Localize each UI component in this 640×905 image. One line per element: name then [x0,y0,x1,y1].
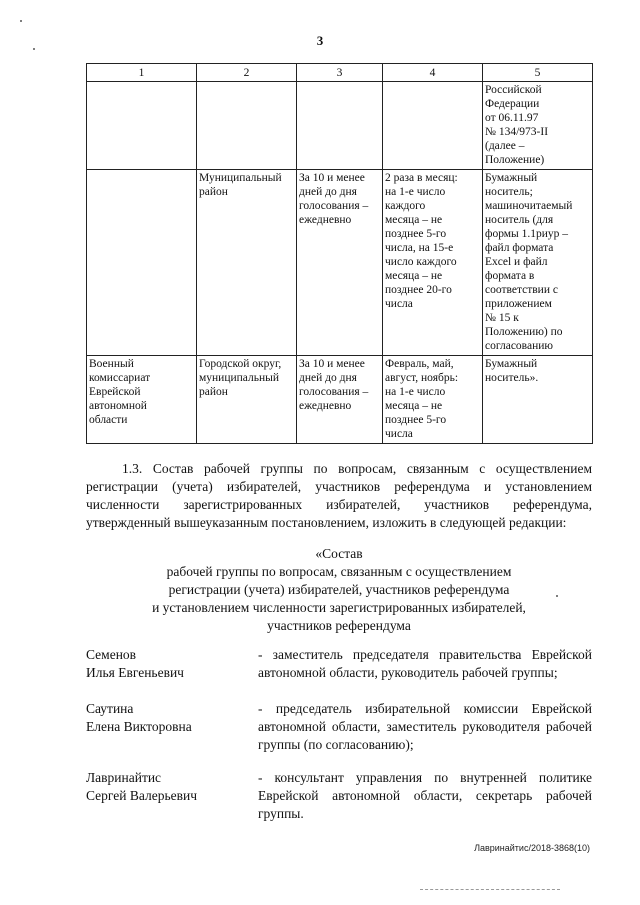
table-header-cell: 1 [87,64,197,82]
table-cell [483,356,593,444]
cell-line: числа [385,298,413,310]
document-code: Лавринайтис/2018-3868(10) [474,843,590,853]
cell-line: № 15 к [485,312,519,324]
cell-line: голосования – [299,200,369,212]
cell-line: муниципальный [199,372,280,384]
cell-line: согласованию [485,340,553,352]
cell-line: позднее 5-го [385,414,447,426]
cell-line: август, ноябрь: [385,372,459,384]
table-cell [297,356,383,444]
member-role: - председатель избирательной комиссии Еврейской автономной области, заместитель руководителя рабочей группы (по согласованию); [258,701,592,752]
title-line: участников референдума [267,618,411,633]
table-header-cell: 2 [197,64,297,82]
table-cell [197,356,297,444]
cell-line: позднее 5-го [385,228,447,240]
cell-line: формата в [485,270,535,282]
table-cell [383,356,483,444]
member-surname: Лавринайтис [86,770,162,785]
table-row [87,356,593,444]
working-group-title [86,545,592,635]
cell-line: комиссариат [89,372,151,384]
table-cell [87,170,197,356]
cell-line: голосования – [299,386,369,398]
table-header-cell: 5 [483,64,593,82]
cell-line: За 10 и менее [299,172,365,184]
table-cell [87,82,197,170]
cell-line: Бумажный [485,358,538,370]
cell-line: Еврейской [89,386,141,398]
member-surname: Саутина [86,701,134,716]
paragraph-1-3: 1.3. Состав рабочей группы по вопросам, связанным с осуществлением регистрации (учета) избирателей, участников референдума и установлением численности зарегистрированных избирателей, участников референдума, утвержденный вышеуказанным постановлением, изложить в следующей редакции: [86,461,592,530]
cell-line: файл формата [485,242,554,254]
schedule-table [86,63,593,444]
cell-line: Федерации [485,98,540,110]
cell-line: на 1-е число [385,186,446,198]
cell-line: район [199,386,228,398]
table-cell [383,82,483,170]
scan-speck [20,20,22,22]
member-role: - заместитель председателя правительства Еврейской автономной области, руководитель рабочей группы; [258,647,592,680]
title-line: и установлением численности зарегистрированных избирателей, [152,600,526,615]
cell-line: 2 раза в месяц: [385,172,458,184]
table-cell [483,170,593,356]
cell-line: Положению) по [485,326,563,338]
cell-line: позднее 20-го [385,284,452,296]
member-given-name: Елена Викторовна [86,719,192,734]
cell-line: месяца – не [385,400,443,412]
table-header-cell: 3 [297,64,383,82]
table-cell [197,170,297,356]
cell-line: Муниципальный [199,172,282,184]
cell-line: носитель; [485,186,533,198]
table-header-cell: 4 [383,64,483,82]
table-header-row [87,64,593,82]
cell-line: от 06.11.97 [485,112,539,124]
member-role: - консультант управления по внутренней политике Еврейской автономной области, секретарь рабочей группы. [258,770,592,821]
table-cell [197,82,297,170]
page-number: 3 [316,33,324,48]
member-surname: Семенов [86,647,137,662]
cell-line: носитель (для [485,214,554,226]
cell-line: Российской [485,84,542,96]
title-line: рабочей группы по вопросам, связанным с осуществлением [166,564,512,579]
member-given-name: Илья Евгеньевич [86,665,184,680]
member-name [86,646,246,682]
cell-line: числа, на 15-е [385,242,454,254]
cell-line: Бумажный [485,172,538,184]
scan-speck [556,595,558,597]
cell-line: приложением [485,298,552,310]
scan-edge-line [420,889,560,890]
member-given-name: Сергей Валерьевич [86,788,197,803]
cell-line: каждого [385,200,426,212]
title-line: «Состав [315,546,363,561]
cell-line: соответствии с [485,284,558,296]
cell-line: месяца – не [385,214,443,226]
cell-line: За 10 и менее [299,358,365,370]
cell-line: ежедневно [299,214,352,226]
table-cell [383,170,483,356]
cell-line: Excel и файл [485,256,548,268]
cell-line: на 1-е число [385,386,446,398]
cell-line: район [199,186,228,198]
cell-line: ежедневно [299,400,352,412]
cell-line: области [89,414,128,426]
cell-line: дней до дня [299,186,357,198]
cell-line: Положение) [485,154,545,166]
member-name [86,700,246,736]
cell-line: формы 1.1риур – [485,228,569,240]
table-row [87,170,593,356]
cell-line: автономной [89,400,147,412]
table-row [87,82,593,170]
cell-line: № 134/973-II [485,126,549,138]
cell-line: Военный [89,358,134,370]
cell-line: машиночитаемый [485,200,573,212]
cell-line: (далее – [485,140,525,152]
table-cell [297,170,383,356]
cell-line: числа [385,428,413,440]
cell-line: носитель». [485,372,539,384]
scan-speck [33,48,35,50]
table-cell [483,82,593,170]
title-line: регистрации (учета) избирателей, участников референдума [168,582,510,597]
cell-line: Городской округ, [199,358,282,370]
member-name [86,769,246,805]
cell-line: число каждого [385,256,457,268]
table-cell [297,82,383,170]
cell-line: дней до дня [299,372,357,384]
cell-line: месяца – не [385,270,443,282]
cell-line: Февраль, май, [385,358,454,370]
table-cell [87,356,197,444]
